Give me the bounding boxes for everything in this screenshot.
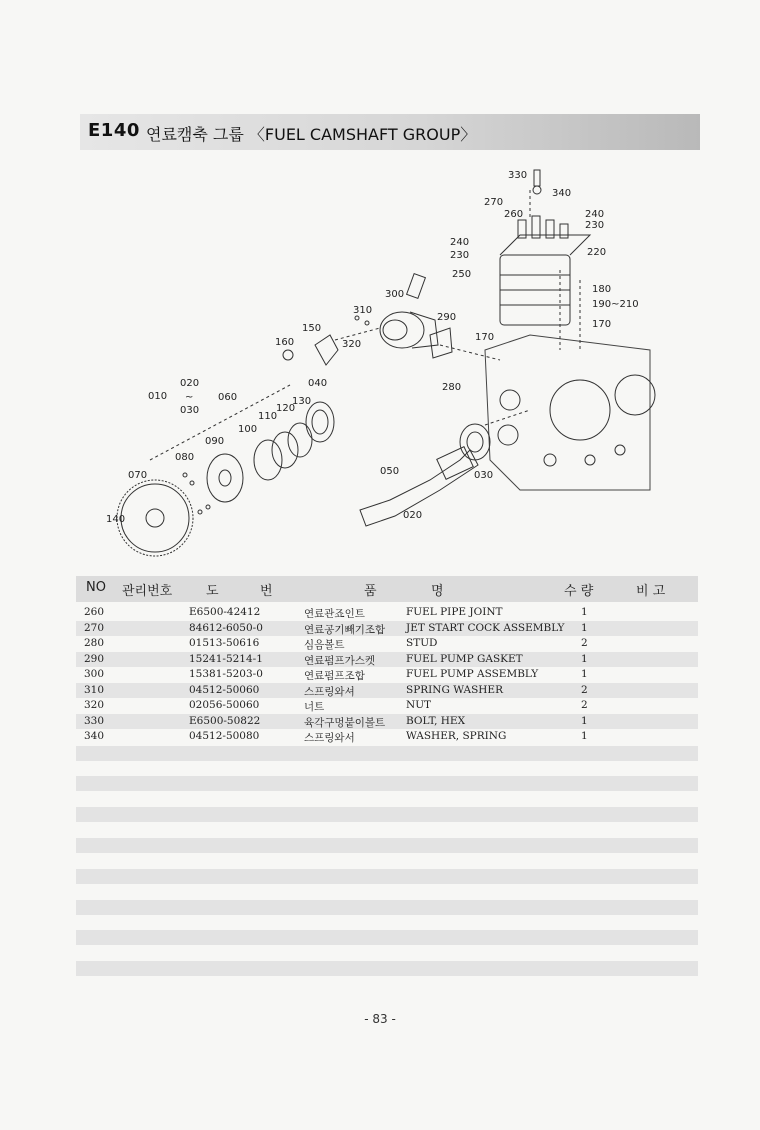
callout-label: 040 [308, 378, 328, 389]
callout-label: 250 [452, 269, 472, 280]
cell-kr: 육각구멍붙이볼트 [304, 716, 386, 729]
cell-kr: 스프링와서 [304, 732, 355, 744]
callout-label: 130 [292, 396, 312, 407]
callout-label: 100 [238, 424, 258, 435]
callout-label: 120 [276, 403, 296, 414]
callout-label: ~ [185, 392, 194, 403]
empty-row [76, 930, 698, 945]
table-row [76, 652, 698, 667]
cell-no: 260 [84, 606, 105, 618]
table-header [76, 576, 698, 602]
cell-qty: 1 [581, 668, 588, 680]
cell-no: 300 [84, 668, 105, 680]
callout-label: 050 [380, 466, 400, 477]
callout-label: 010 [148, 391, 168, 402]
table-row [76, 636, 698, 651]
col-pum: 품 [364, 584, 377, 599]
callout-label: 110 [258, 411, 278, 422]
cell-kr: 연료관죠인트 [304, 608, 365, 620]
callout-label: 170 [592, 319, 612, 330]
callout-label: 030 [474, 470, 494, 481]
exploded-parts-diagram [90, 160, 690, 560]
col-remark: 비 고 [636, 584, 666, 599]
callout-label: 270 [484, 197, 504, 208]
cell-part: 04512-50060 [189, 683, 260, 696]
cell-en: WASHER, SPRING [406, 730, 507, 742]
callout-label: 150 [302, 323, 322, 334]
col-no: NO [86, 580, 106, 595]
callout-label: 180 [592, 284, 612, 295]
callout-label: 240 [450, 237, 470, 248]
cell-kr: 연료펌프조합 [304, 670, 365, 682]
group-code: E140 [88, 120, 140, 141]
cell-no: 290 [84, 652, 105, 665]
col-myeong: 명 [431, 584, 444, 599]
page-number: - 83 - [364, 1012, 396, 1026]
table-row [76, 729, 698, 744]
table-row [76, 605, 698, 620]
callout-label: 280 [442, 382, 462, 393]
cell-part: 15241-5214-1 [189, 652, 263, 665]
col-qty: 수 량 [564, 584, 594, 599]
callout-label: 330 [508, 170, 528, 181]
cell-qty: 1 [581, 652, 588, 665]
col-mgmt: 관리번호 [122, 584, 173, 599]
cell-kr: 연료펌프가스켓 [304, 654, 376, 667]
cell-qty: 1 [581, 621, 588, 634]
callout-label: 240 [585, 209, 605, 220]
cell-qty: 1 [581, 714, 588, 727]
callout-label: 090 [205, 436, 225, 447]
callout-label: 220 [587, 247, 607, 258]
cell-en: JET START COCK ASSEMBLY [406, 621, 565, 634]
cell-no: 320 [84, 699, 105, 711]
cell-qty: 2 [581, 683, 588, 696]
callout-label: 060 [218, 392, 238, 403]
cell-en: FUEL PUMP GASKET [406, 652, 523, 665]
cell-en: BOLT, HEX [406, 714, 466, 727]
callout-label: 160 [275, 337, 295, 348]
callout-label: 140 [106, 514, 126, 525]
cell-part: E6500-50822 [189, 714, 261, 727]
empty-row [76, 838, 698, 853]
cell-no: 280 [84, 637, 105, 649]
empty-row [76, 961, 698, 976]
cell-kr: 스프링와셔 [304, 685, 355, 698]
empty-row [76, 869, 698, 884]
cell-no: 330 [84, 714, 105, 727]
cell-en: FUEL PIPE JOINT [406, 606, 503, 618]
group-header [80, 114, 700, 150]
callout-label: 230 [585, 220, 605, 231]
empty-row [76, 807, 698, 822]
callout-label: 290 [437, 312, 457, 323]
cell-part: E6500-42412 [189, 606, 261, 618]
table-row [76, 698, 698, 713]
cell-no: 340 [84, 730, 105, 742]
table-row [76, 683, 698, 698]
callout-label: 230 [450, 250, 470, 261]
cell-no: 310 [84, 683, 105, 696]
cell-no: 270 [84, 621, 105, 634]
group-title: 연료캠축 그룹 〈FUEL CAMSHAFT GROUP〉 [146, 125, 477, 144]
callout-label: 070 [128, 470, 148, 481]
callout-label: 020 [180, 378, 200, 389]
cell-part: 15381-5203-0 [189, 668, 263, 680]
table-row [76, 714, 698, 729]
col-beon: 번 [260, 584, 273, 599]
cell-en: FUEL PUMP ASSEMBLY [406, 668, 539, 680]
cell-en: SPRING WASHER [406, 683, 503, 696]
cell-qty: 1 [581, 606, 588, 618]
cell-part: 02056-50060 [189, 699, 260, 711]
cell-qty: 1 [581, 730, 588, 742]
cell-kr: 연료공기빼기조합 [304, 623, 386, 636]
callout-label: 340 [552, 188, 572, 199]
empty-row [76, 776, 698, 791]
callout-label: 080 [175, 452, 195, 463]
cell-qty: 2 [581, 637, 588, 649]
callout-label: 300 [385, 289, 405, 300]
table-row [76, 667, 698, 682]
callout-label: 310 [353, 305, 373, 316]
cell-en: STUD [406, 637, 438, 649]
table-row [76, 621, 698, 636]
cell-qty: 2 [581, 699, 588, 711]
callout-label: 170 [475, 332, 495, 343]
callout-label: 030 [180, 405, 200, 416]
cell-kr: 너트 [304, 701, 325, 713]
cell-part: 01513-50616 [189, 637, 260, 649]
callout-label: 190~210 [592, 299, 639, 310]
empty-row [76, 900, 698, 915]
col-do: 도 [206, 584, 219, 599]
cell-part: 04512-50080 [189, 730, 260, 742]
callout-label: 260 [504, 209, 524, 220]
empty-row [76, 746, 698, 761]
cell-part: 84612-6050-0 [189, 621, 263, 634]
callout-label: 320 [342, 339, 362, 350]
callout-label: 020 [403, 510, 423, 521]
cell-kr: 심음볼트 [304, 639, 345, 651]
cell-en: NUT [406, 699, 432, 711]
